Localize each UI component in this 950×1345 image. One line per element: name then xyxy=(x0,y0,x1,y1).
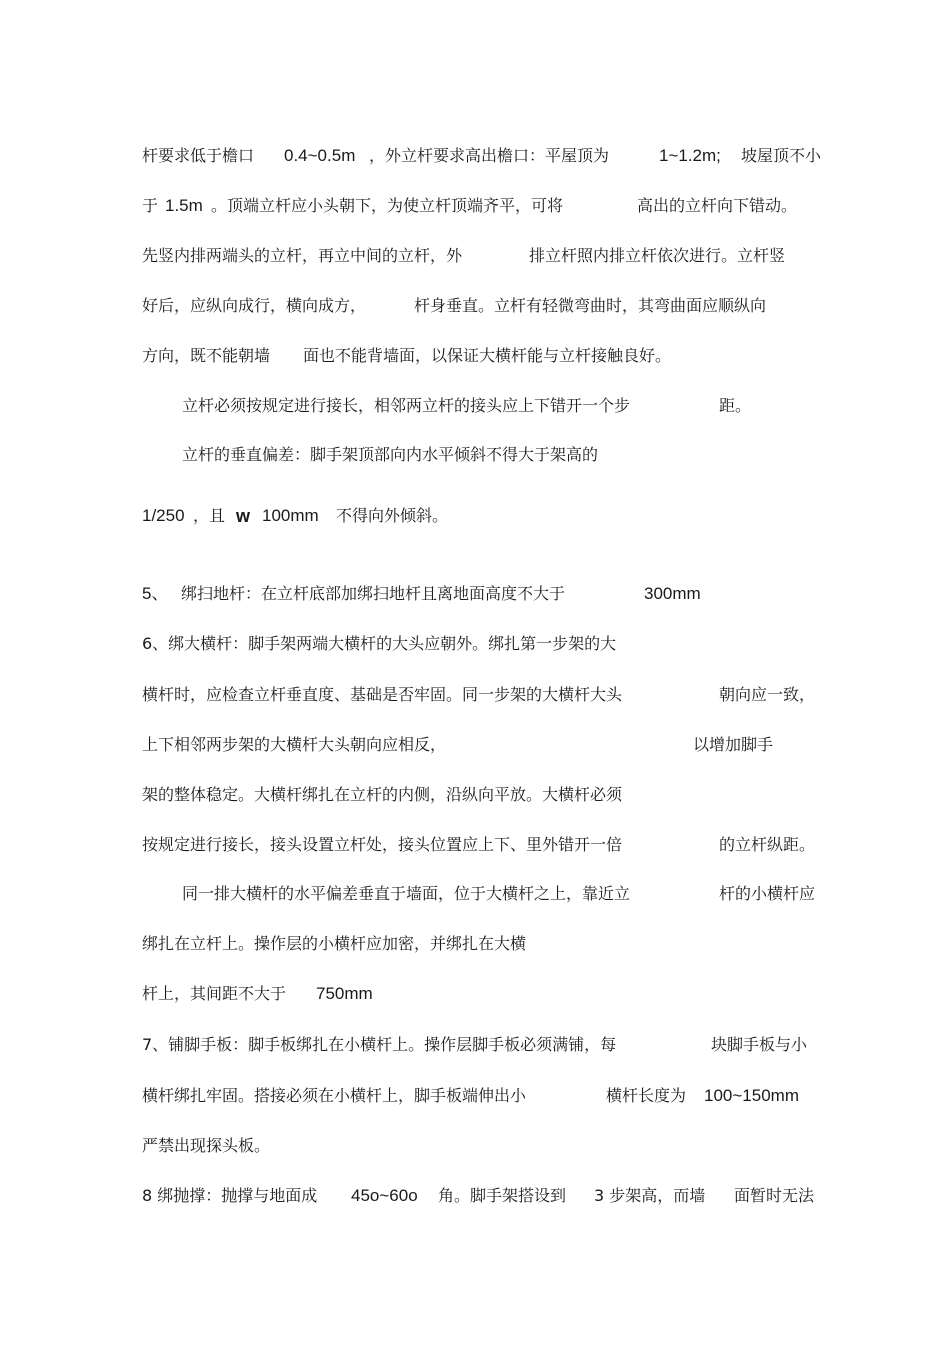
text-segment: 杆的小横杆应 xyxy=(719,884,816,903)
text-segment: 上下相邻两步架的大横杆大头朝向应相反， xyxy=(142,735,447,754)
text-segment: 100mm xyxy=(262,506,319,525)
text-segment: 角。脚手架搭设到 xyxy=(438,1186,567,1205)
text-segment: 立杆的垂直偏差：脚手架顶部向内水平倾斜不得大于架高的 xyxy=(182,445,599,464)
text-segment: 0.4~0.5m xyxy=(284,146,356,165)
text-segment: 高出的立杆向下错动。 xyxy=(637,196,798,215)
text-segment: 的立杆纵距。 xyxy=(719,835,816,854)
text-segment: 1~1.2m; xyxy=(659,146,721,165)
text-segment: 杆身垂直。立杆有轻微弯曲时，其弯曲面应顺纵向 xyxy=(414,296,767,315)
text-segment: 面暂时无法 xyxy=(734,1186,815,1205)
text-segment: w xyxy=(236,506,251,526)
text-segment: ，且 xyxy=(193,506,226,525)
text-segment: 。顶端立杆应小头朝下，为使立杆顶端齐平，可将 xyxy=(211,196,564,215)
text-segment: 距。 xyxy=(719,396,752,415)
text-segment: 块脚手板与小 xyxy=(711,1035,808,1054)
text-segment: 横杆时，应检查立杆垂直度、基础是否牢固。同一步架的大横杆大头 xyxy=(142,685,623,704)
text-segment: ，外立杆要求高出檐口：平屋顶为 xyxy=(369,146,610,165)
text-segment: 3 步架高，而墙 xyxy=(594,1186,706,1205)
text-segment: 杆上，其间距不大于 xyxy=(142,984,287,1003)
text-segment: 朝向应一致， xyxy=(719,685,816,704)
text-segment: 架的整体稳定。大横杆绑扎在立杆的内侧，沿纵向平放。大横杆必须 xyxy=(142,785,623,804)
text-segment: 坡屋顶不小 xyxy=(741,146,822,165)
text-segment: 750mm xyxy=(316,984,373,1003)
text-segment: 以增加脚手 xyxy=(693,735,774,754)
text-segment: 面也不能背墙面，以保证大横杆能与立杆接触良好。 xyxy=(303,346,672,365)
text-segment: 排立杆照内排立杆依次进行。立杆竖 xyxy=(529,246,786,265)
text-segment: 严禁出现探头板。 xyxy=(142,1136,271,1155)
text-segment: 不得向外倾斜。 xyxy=(336,506,449,525)
text-segment: 先竖内排两端头的立杆，再立中间的立杆，外 xyxy=(142,246,463,265)
text-segment: 横杆长度为 xyxy=(606,1086,687,1105)
text-segment: 1/250 xyxy=(142,506,185,525)
text-segment: 横杆绑扎牢固。搭接必须在小横杆上，脚手板端伸出小 xyxy=(142,1086,527,1105)
text-segment: 于 xyxy=(142,196,159,215)
text-segment: 同一排大横杆的水平偏差垂直于墙面，位于大横杆之上，靠近立 xyxy=(182,884,631,903)
text-segment: 绑扫地杆：在立杆底部加绑扫地杆且离地面高度不大于 xyxy=(181,584,566,603)
text-segment: 按规定进行接长，接头设置立杆处，接头位置应上下、里外错开一倍 xyxy=(142,835,623,854)
text-segment: 5、 xyxy=(142,584,169,603)
text-segment: 方向，既不能朝墙 xyxy=(142,346,271,365)
text-segment: 6、绑大横杆：脚手架两端大横杆的大头应朝外。绑扎第一步架的大 xyxy=(142,634,617,653)
text-segment: 立杆必须按规定进行接长，相邻两立杆的接头应上下错开一个步 xyxy=(182,396,631,415)
text-segment: 1.5m xyxy=(165,196,203,215)
text-segment: 45o~60o xyxy=(351,1186,418,1205)
text-segment: 300mm xyxy=(644,584,701,603)
text-segment: 绑扎在立杆上。操作层的小横杆应加密，并绑扎在大横 xyxy=(142,934,527,953)
text-segment: 好后，应纵向成行，横向成方， xyxy=(142,296,367,315)
text-segment: 杆要求低于檐口 xyxy=(142,146,255,165)
text-segment: 8 绑抛撑：抛撑与地面成 xyxy=(142,1186,318,1205)
text-segment: 100~150mm xyxy=(704,1086,799,1105)
text-segment: 7、铺脚手板：脚手板绑扎在小横杆上。操作层脚手板必须满铺，每 xyxy=(142,1035,617,1054)
